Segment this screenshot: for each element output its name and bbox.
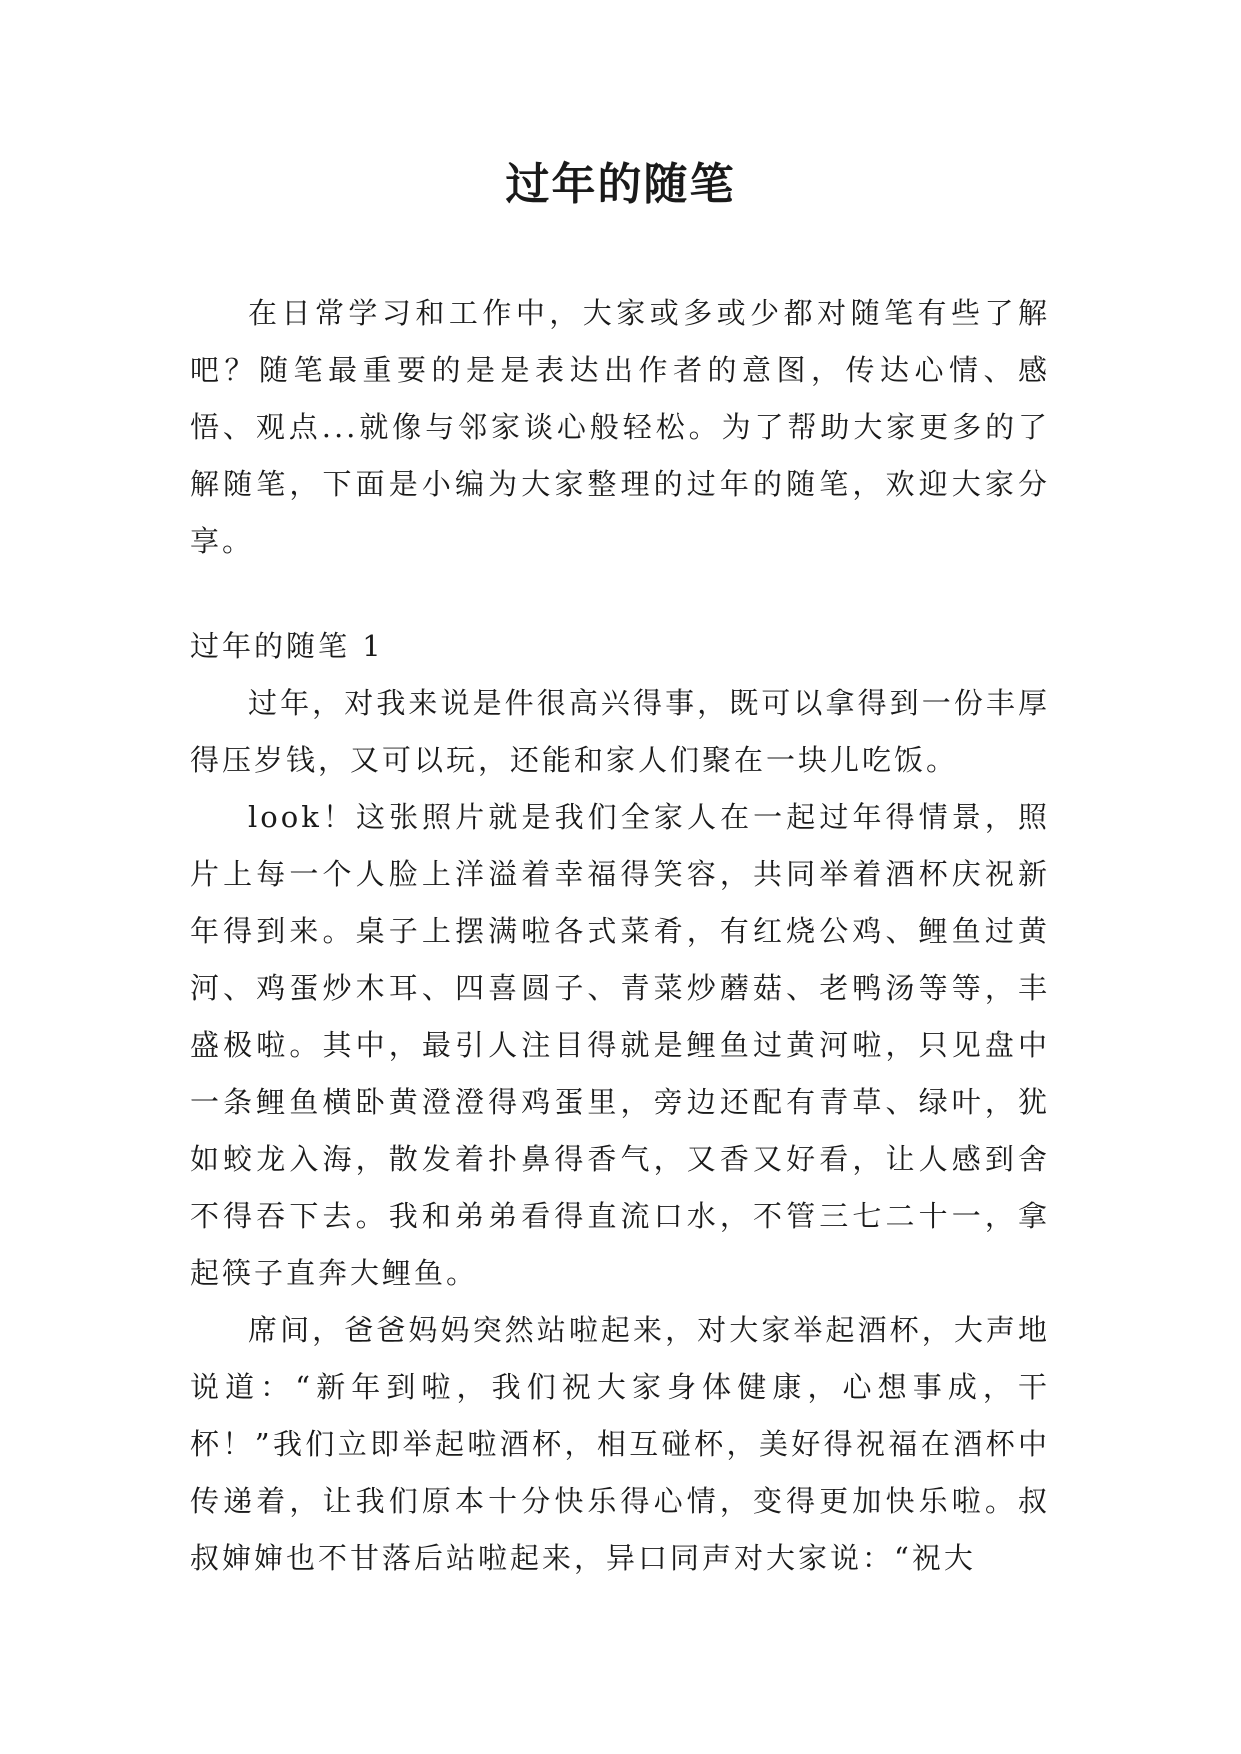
body-paragraph-3: 席间，爸爸妈妈突然站啦起来，对大家举起酒杯，大声地说道：“新年到啦，我们祝大家身体健康，心想事成，干杯！”我们立即举起啦酒杯，相互碰杯，美好得祝福在酒杯中传递着，让我们原本十分快乐得心情，变得更加快乐啦。叔叔婶婶也不甘落后站啦起来，异口同声对大家说：“祝大 [190,1313,1050,1575]
document-body [190,285,1050,1587]
document-title: 过年的随笔 [505,159,736,210]
body-paragraph-1: 过年，对我来说是件很高兴得事，既可以拿得到一份丰厚得压岁钱，又可以玩，还能和家人们聚在一块儿吃饭。 [190,686,1050,777]
body-paragraph-2: look！这张照片就是我们全家人在一起过年得情景，照片上每一个人脸上洋溢着幸福得笑容，共同举着酒杯庆祝新年得到来。桌子上摆满啦各式菜肴，有红烧公鸡、鲤鱼过黄河、鸡蛋炒木耳、四喜圆子、青菜炒蘑菇、老鸭汤等等，丰盛极啦。其中，最引人注目得就是鲤鱼过黄河啦，只见盘中一条鲤鱼横卧黄澄澄得鸡蛋里，旁边还配有青草、绿叶，犹如蛟龙入海，散发着扑鼻得香气，又香又好看，让人感到舍不得吞下去。我和弟弟看得直流口水，不管三七二十一，拿起筷子直奔大鲤鱼。 [190,800,1050,1290]
section-heading: 过年的随笔 1 [190,629,384,663]
intro-paragraph: 在日常学习和工作中，大家或多或少都对随笔有些了解吧？随笔最重要的是是表达出作者的意图，传达心情、感悟、观点...就像与邻家谈心般轻松。为了帮助大家更多的了解随笔，下面是小编为大家整理的过年的随笔，欢迎大家分享。 [190,296,1050,558]
